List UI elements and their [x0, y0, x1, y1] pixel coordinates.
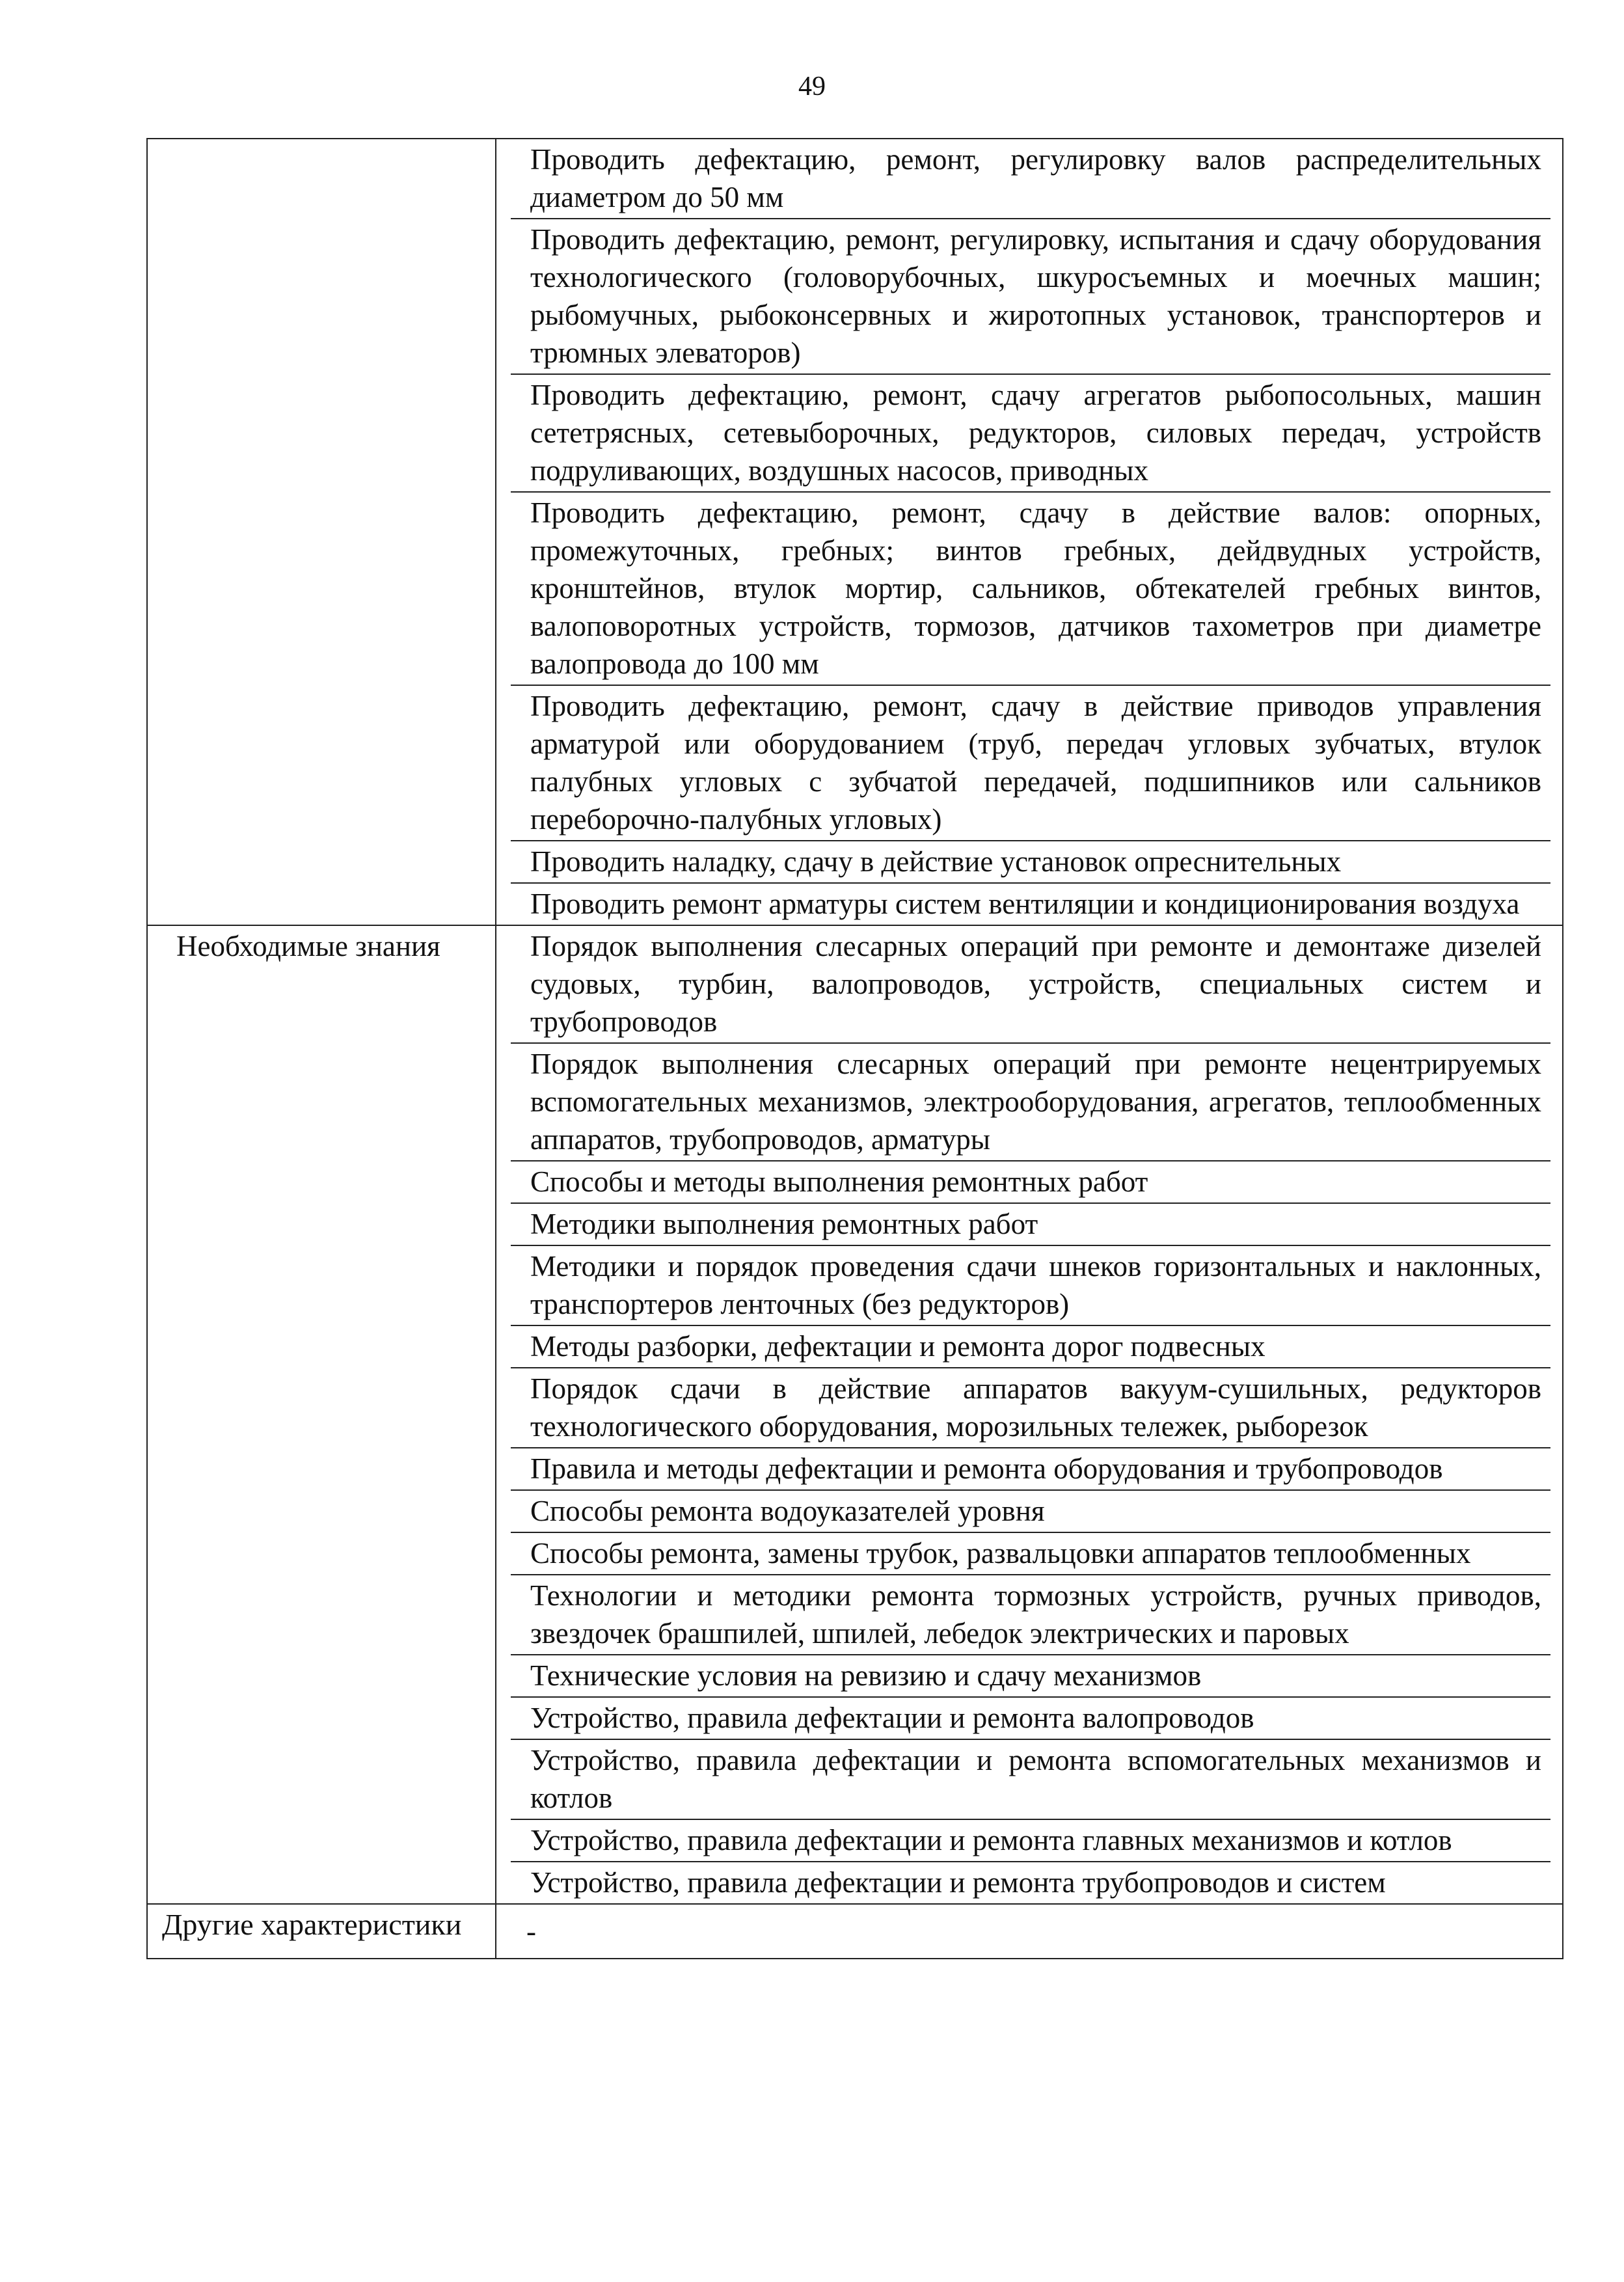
skill-row: Проводить дефектацию, ремонт, сдачу агрегатов рыбопосольных, машин сететрясных, сетевыборочных, редукторов, силовых передач, устройств подруливающих, воздушных насосов, приводных — [511, 374, 1550, 491]
knowledge-row: Способы и методы выполнения ремонтных работ — [511, 1160, 1550, 1202]
knowledge-content-cell — [496, 925, 1563, 1904]
other-value: - — [526, 1915, 536, 1948]
knowledge-row: Устройство, правила дефектации и ремонта валопроводов — [511, 1696, 1550, 1739]
knowledge-row: Методики выполнения ремонтных работ — [511, 1202, 1550, 1245]
knowledge-label-cell — [147, 925, 496, 1904]
skill-row: Проводить ремонт арматуры систем вентиляции и кондиционирования воздуха — [511, 882, 1550, 925]
knowledge-row: Технологии и методики ремонта тормозных устройств, ручных приводов, звездочек брашпилей, шпилей, лебедок электрических и паровых — [511, 1574, 1550, 1654]
knowledge-row: Устройство, правила дефектации и ремонта трубопроводов и систем — [511, 1861, 1550, 1903]
other-label-cell — [147, 1904, 496, 1959]
knowledge-row: Порядок выполнения слесарных операций при ремонте нецентрируемых вспомогательных механизмов, электрооборудования, агрегатов, теплообменных аппаратов, трубопроводов, арматуры — [511, 1042, 1550, 1160]
knowledge-row: Технические условия на ревизию и сдачу механизмов — [511, 1654, 1550, 1696]
knowledge-row: Устройство, правила дефектации и ремонта главных механизмов и котлов — [511, 1819, 1550, 1861]
skill-row: Проводить дефектацию, ремонт, регулировку, испытания и сдачу оборудования технологического (головорубочных, шкуросъемных и моечных машин; рыбомучных, рыбоконсервных и жиротопных установок, транспортеров и трюмных элеваторов) — [511, 218, 1550, 374]
knowledge-section — [147, 925, 1563, 1904]
skill-row: Проводить дефектацию, ремонт, сдачу в действие валов: опорных, промежуточных, гребных; винтов гребных, дейдвудных устройств, кронштейнов, втулок мортир, сальников, обтекателей гребных винтов, валоповоротных устройств, тормозов, датчиков тахометров при диаметре валопровода до 100 мм — [511, 491, 1550, 685]
knowledge-row: Способы ремонта водоуказателей уровня — [511, 1489, 1550, 1532]
knowledge-row: Способы ремонта, замены трубок, развальцовки аппаратов теплообменных — [511, 1532, 1550, 1574]
other-content-cell — [496, 1904, 1563, 1959]
skill-row: Проводить дефектацию, ремонт, сдачу в действие приводов управления арматурой или оборудованием (труб, передач угловых зубчатых, втулок палубных угловых с зубчатой передачей, подшипников или сальников переборочно-палубных угловых) — [511, 685, 1550, 840]
knowledge-row: Порядок выполнения слесарных операций при ремонте и демонтаже дизелей судовых, турбин, валопроводов, устройств, специальных систем и трубопроводов — [530, 930, 1541, 1038]
skills-content-cell — [496, 139, 1563, 925]
knowledge-label: Необходимые знания — [176, 930, 440, 962]
knowledge-row: Устройство, правила дефектации и ремонта вспомогательных механизмов и котлов — [511, 1739, 1550, 1819]
skills-section — [147, 139, 1563, 925]
knowledge-row: Методы разборки, дефектации и ремонта дорог подвесных — [511, 1325, 1550, 1367]
other-section — [147, 1904, 1563, 1959]
skill-row: Проводить наладку, сдачу в действие установок опреснительных — [511, 840, 1550, 882]
knowledge-row: Правила и методы дефектации и ремонта оборудования и трубопроводов — [511, 1447, 1550, 1489]
qualification-table — [146, 138, 1563, 1959]
skills-label-cell — [147, 139, 496, 925]
skill-row: Проводить дефектацию, ремонт, регулировку валов распределительных диаметром до 50 мм — [530, 143, 1541, 213]
page-number: 49 — [798, 72, 826, 102]
other-label: Другие характеристики — [162, 1908, 462, 1941]
knowledge-row: Методики и порядок проведения сдачи шнеков горизонтальных и наклонных, транспортеров ленточных (без редукторов) — [511, 1245, 1550, 1325]
knowledge-row: Порядок сдачи в действие аппаратов вакуум-сушильных, редукторов технологического оборудования, морозильных тележек, рыборезок — [511, 1367, 1550, 1447]
